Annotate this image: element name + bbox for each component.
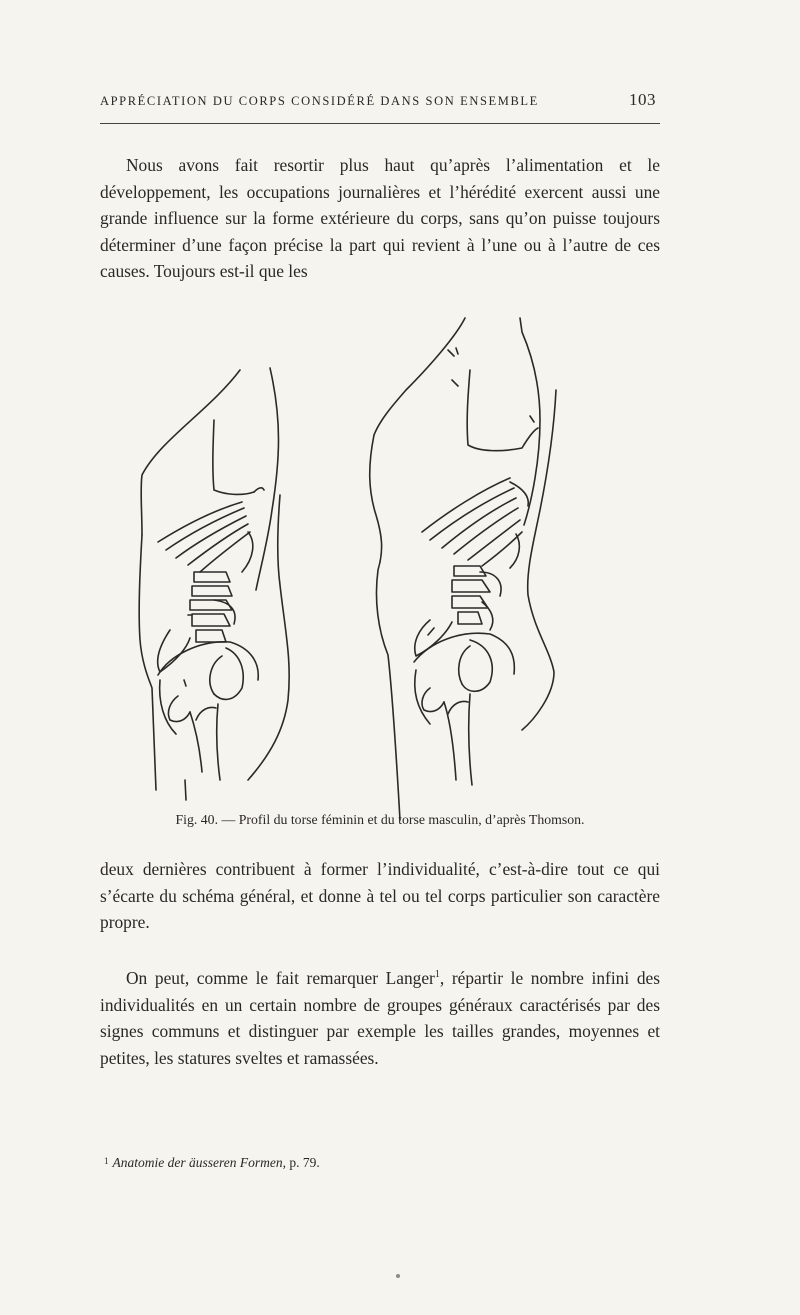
male-ribs — [422, 478, 528, 568]
header-rule — [100, 123, 660, 124]
paragraph-2: deux dernières contribuent à former l’individualité, c’est-à-dire tout ce qui s’écarte du schéma général, et donne à tel ou tel corps particulier son caractère propre. — [100, 859, 660, 932]
male-spine — [452, 566, 501, 630]
torso-profiles-drawing — [130, 310, 670, 835]
running-title: APPRÉCIATION DU CORPS CONSIDÉRÉ DANS SON ENSEMBLE — [100, 94, 539, 108]
male-torso-outline — [370, 318, 556, 820]
male-chest-marks — [448, 348, 458, 356]
footnote — [104, 1155, 660, 1171]
footnote-title: Anatomie der äusseren Formen — [112, 1155, 283, 1170]
footnote-rest: , p. 79. — [282, 1155, 320, 1170]
female-torso-outline — [139, 368, 289, 790]
female-ribs — [158, 502, 253, 572]
paragraph-3-end: , répartir le nombre infini des individualités en un certain nombre de groupes généraux caractérisés par des signes communs et distinguer par exemple les tailles grandes, moyennes et petites, les statures sveltes et ramassées. — [100, 968, 660, 1068]
footnote-mark: 1 — [104, 1156, 109, 1166]
figure-torso-profiles — [130, 310, 670, 835]
paragraph-3 — [100, 962, 660, 1071]
page-number: 103 — [629, 90, 656, 109]
footnote-reference: 1 — [434, 969, 440, 980]
paragraph-1: Nous avons fait resortir plus haut qu’après l’alimentation et le développement, les occupations journalières et l’hérédité exercent aussi une grande influence sur la forme extérieure du corps, sans qu’on puisse toujours déterminer d’une façon précise la part qui revient à l’une ou à l’autre de ces causes. Toujours est-il que les — [100, 155, 660, 281]
male-pelvis — [414, 620, 514, 785]
female-spine — [190, 572, 235, 642]
paragraph-3-start: On peut, comme le fait remarquer Langer — [126, 968, 435, 988]
figure-caption: Fig. 40. — Profil du torse féminin et du torse masculin, d’après Thomson. — [175, 812, 585, 827]
running-head — [100, 90, 660, 116]
female-pelvis — [158, 630, 259, 800]
